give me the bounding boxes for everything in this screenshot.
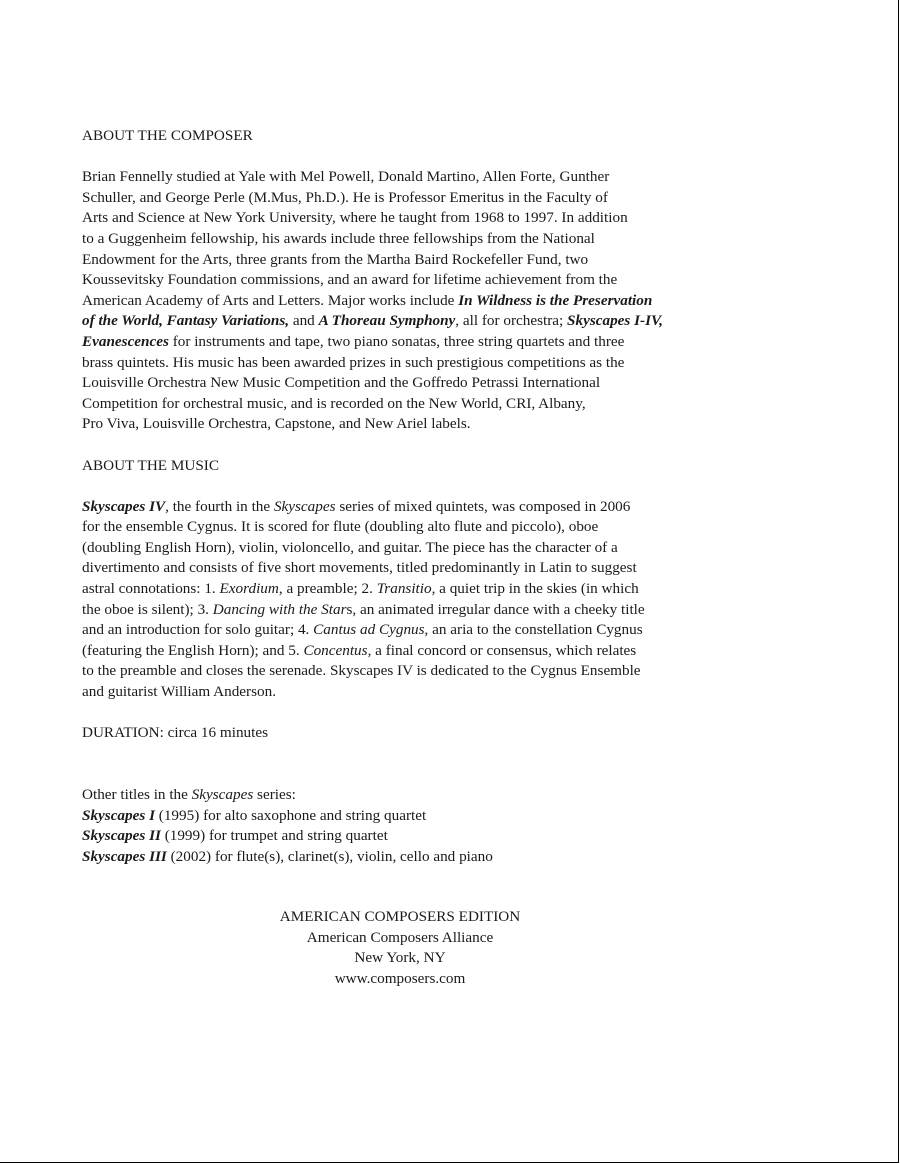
- publisher-website: www.composers.com: [334, 969, 466, 987]
- text-line: [82, 270, 782, 291]
- text-run: , a preamble; 2.: [278, 580, 377, 598]
- text-line: [82, 826, 782, 847]
- emphasized-title: In Wildness is the Preservation: [458, 291, 653, 309]
- text-line: [82, 208, 782, 229]
- emphasized-title: Dancing with the Star: [212, 600, 347, 618]
- text-line: [82, 332, 782, 353]
- text-run: divertimento and consists of five short movements, titled predominantly in Latin to suggest: [82, 559, 637, 577]
- text-run: , the fourth in the: [165, 497, 274, 515]
- text-run: the oboe is silent); 3.: [82, 600, 213, 618]
- emphasized-title: Skyscapes I: [82, 806, 155, 824]
- text-run: Endowment for the Arts, three grants from the Martha Baird Rockefeller Fund, two: [82, 250, 589, 268]
- emphasized-title: Exordium: [219, 580, 279, 598]
- text-run: and guitarist William Anderson.: [82, 683, 276, 701]
- text-line: [82, 250, 782, 271]
- text-run: s, an animated irregular dance with a cheeky title: [346, 600, 645, 618]
- duration-text: DURATION: circa 16 minutes: [82, 724, 269, 742]
- emphasized-title: Skyscapes: [273, 497, 336, 515]
- publisher-block: [200, 907, 600, 989]
- text-line: [82, 353, 782, 374]
- edition-name: AMERICAN COMPOSERS EDITION: [279, 908, 521, 925]
- emphasized-title: Transitio: [376, 580, 432, 598]
- music-description: [82, 497, 782, 703]
- emphasized-title: Skyscapes III: [82, 847, 167, 865]
- text-run: (1999) for trumpet and string quartet: [160, 827, 388, 845]
- text-line: [82, 682, 782, 703]
- text-run: (featuring the English Horn); and 5.: [82, 641, 304, 659]
- emphasized-title: Evanescences: [82, 332, 169, 350]
- text-run: Competition for orchestral music, and is recorded on the New World, CRI, Albany,: [82, 394, 586, 412]
- other-titles-list: [82, 785, 782, 867]
- text-run: (2002) for flute(s), clarinet(s), violin, cello and piano: [166, 847, 493, 865]
- text-line: [82, 538, 782, 559]
- text-run: and an introduction for solo guitar; 4.: [82, 621, 314, 639]
- text-run: , all for orchestra;: [455, 312, 568, 330]
- text-line: [82, 188, 782, 209]
- text-line: [82, 414, 782, 435]
- text-run: , an aria to the constellation Cygnus: [424, 621, 643, 639]
- text-run: Pro Viva, Louisville Orchestra, Capstone, and New Ariel labels.: [82, 415, 471, 433]
- document-body: [82, 126, 782, 867]
- emphasized-title: Skyscapes: [191, 786, 254, 803]
- text-run: Brian Fennelly studied at Yale with Mel Powell, Donald Martino, Allen Forte, Gunther: [82, 168, 610, 186]
- emphasized-title: Concentus: [303, 641, 368, 659]
- text-run: Koussevitsky Foundation commissions, and an award for lifetime achievement from the: [82, 271, 618, 289]
- text-run: to the preamble and closes the serenade. Skyscapes IV is dedicated to the Cygnus Ensemble: [82, 662, 641, 680]
- text-run: for instruments and tape, two piano sonatas, three string quartets and three: [168, 332, 625, 350]
- text-run: American Academy of Arts and Letters. Major works include: [82, 291, 459, 309]
- text-run: series of mixed quintets, was composed in 2006: [335, 497, 631, 515]
- text-run: (doubling English Horn), violin, violoncello, and guitar. The piece has the character of a: [82, 538, 618, 556]
- text-run: Schuller, and George Perle (M.Mus, Ph.D.). He is Professor Emeritus in the Faculty of: [82, 188, 608, 206]
- about-composer-heading: ABOUT THE COMPOSER: [82, 127, 253, 144]
- text-run: Louisville Orchestra New Music Competition and the Goffredo Petrassi International: [82, 374, 601, 392]
- text-line: [82, 497, 782, 518]
- text-line: [82, 579, 782, 600]
- text-line: [82, 641, 782, 662]
- text-line: [82, 517, 782, 538]
- text-run: to a Guggenheim fellowship, his awards include three fellowships from the National: [82, 229, 595, 247]
- text-run: (1995) for alto saxophone and string quartet: [154, 806, 427, 824]
- text-run: series:: [253, 786, 296, 803]
- text-line: [82, 311, 782, 332]
- text-line: [82, 620, 782, 641]
- emphasized-title: Skyscapes II: [82, 827, 161, 845]
- composer-bio: [82, 167, 782, 435]
- emphasized-title: A Thoreau Symphony: [318, 312, 456, 330]
- emphasized-title: Skyscapes IV: [82, 497, 166, 515]
- emphasized-title: Cantus ad Cygnus: [313, 621, 425, 639]
- about-music-heading: ABOUT THE MUSIC: [82, 456, 219, 474]
- emphasized-title: of the World, Fantasy Variations,: [82, 312, 290, 330]
- text-line: [82, 847, 782, 868]
- text-run: for the ensemble Cygnus. It is scored for flute (doubling alto flute and piccolo), oboe: [82, 518, 599, 536]
- text-run: brass quintets. His music has been awarded prizes in such prestigious competitions as the: [82, 353, 625, 371]
- text-line: [82, 373, 782, 394]
- text-run: , a final concord or consensus, which relates: [367, 641, 637, 659]
- text-line: [82, 806, 782, 827]
- text-line: [82, 785, 782, 806]
- text-run: , a quiet trip in the skies (in which: [431, 580, 639, 598]
- text-run: and: [289, 312, 319, 330]
- text-line: [82, 229, 782, 250]
- text-line: [82, 600, 782, 621]
- text-run: Arts and Science at New York University, where he taught from 1968 to 1997. In addition: [82, 209, 628, 227]
- text-line: [82, 167, 782, 188]
- text-line: [82, 661, 782, 682]
- text-line: [82, 394, 782, 415]
- text-line: [82, 558, 782, 579]
- text-run: astral connotations: 1.: [82, 580, 220, 598]
- text-line: [82, 291, 782, 312]
- publisher-city: New York, NY: [354, 949, 446, 967]
- emphasized-title: Skyscapes I-IV,: [567, 312, 663, 330]
- text-run: Other titles in the: [82, 786, 192, 803]
- publisher-org: American Composers Alliance: [306, 928, 494, 946]
